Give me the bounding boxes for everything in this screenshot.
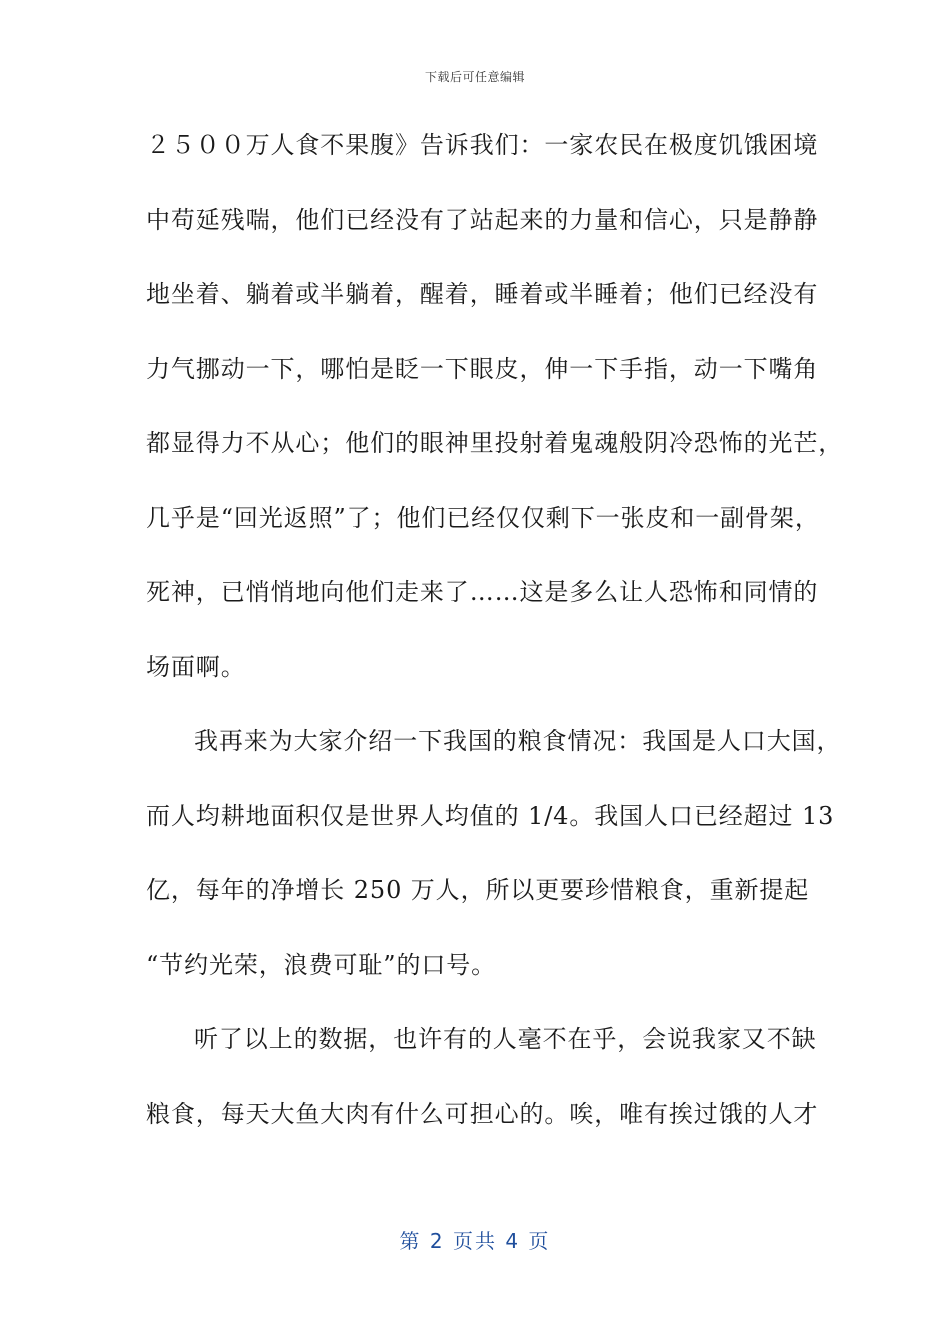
text-line: 粮食，每天大鱼大肉有什么可担心的。唉，唯有挨过饿的人才: [146, 1099, 819, 1128]
text-line: 亿，每年的净增长 250 万人，所以更要珍惜粮食，重新提起: [146, 876, 810, 904]
text-line: 力气挪动一下，哪怕是眨一下眼皮，伸一下手指，动一下嘴角: [146, 354, 819, 383]
document-body: [146, 120, 844, 1163]
text-line: 几乎是“回光返照”了；他们已经仅仅剩下一张皮和一副骨架，: [146, 503, 820, 532]
text-line: 死神，已悄悄地向他们走来了……这是多么让人恐怖和同情的: [146, 578, 819, 606]
paragraph-start-line: 我再来为大家介绍一下我国的粮食情况：我国是人口大国，: [194, 727, 842, 755]
text-line: “节约光荣，浪费可耻”的口号。: [146, 950, 497, 979]
text-line: 中苟延残喘，他们已经没有了站起来的力量和信心，只是静静: [146, 205, 819, 234]
text-line: 都显得力不从心；他们的眼神里投射着鬼魂般阴冷恐怖的光芒，: [146, 429, 844, 457]
page-number-footer: 第 2 页共 4 页: [399, 1229, 551, 1253]
text-line: 地坐着、躺着或半躺着，醒着，睡着或半睡着；他们已经没有: [146, 280, 819, 308]
paragraph-start-line: 听了以上的数据，也许有的人毫不在乎，会说我家又不缺: [194, 1025, 817, 1053]
text-line: ２５００万人食不果腹》告诉我们：一家农民在极度饥饿困境: [146, 131, 819, 159]
page-header: 下载后可任意编辑: [424, 70, 525, 84]
text-line: 场面啊。: [146, 652, 246, 681]
text-line: 而人均耕地面积仅是世界人均值的 1/4。我国人口已经超过 13: [146, 801, 835, 830]
